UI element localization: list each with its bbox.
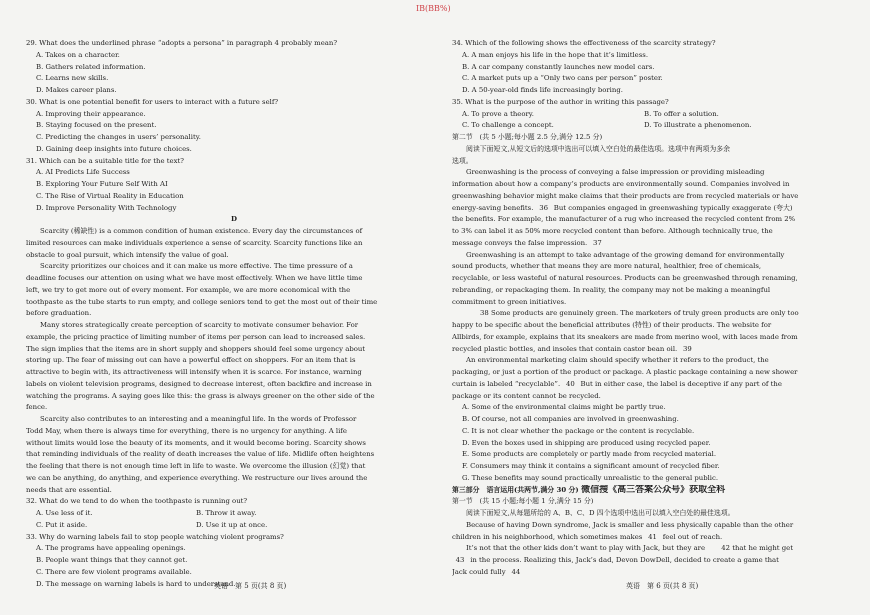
section-subheading: 第一节 (共 15 小题;每小题 1 分,满分 15 分) bbox=[452, 497, 594, 506]
answer-option: C. Learns new skills. bbox=[36, 74, 109, 83]
answer-option: D. To illustrate a phenomenon. bbox=[644, 121, 752, 130]
answer-option: A. A man enjoys his life in the hope that it’s limitless. bbox=[462, 50, 649, 59]
answer-option: A. The programs have appealing openings. bbox=[36, 544, 186, 553]
passage-line: commitment to green initiatives. bbox=[452, 297, 567, 306]
answer-blank: 43 bbox=[452, 555, 468, 567]
choice-option: G. These benefits may sound practically unrealistic to the general public. bbox=[462, 473, 719, 482]
passage-line: An environmental marketing claim should specify whether it refers to the product, the bbox=[466, 356, 769, 365]
passage-line: we can be anything, do anything, and experience everything. We restructure our lives around the bbox=[26, 473, 368, 482]
passage-text: energy-saving benefits. bbox=[452, 203, 536, 212]
section-heading bbox=[452, 485, 862, 497]
passage-line-with-blank bbox=[452, 532, 862, 544]
answer-option: D. A 50-year-old finds life increasingly boring. bbox=[462, 86, 623, 94]
passage-line-with-blank bbox=[452, 308, 862, 320]
passage-text: recycled plastic bottles, and insoles that contain castor bean oil. bbox=[452, 344, 680, 353]
passage-line: limited resources can make individuals experience a sense of scarcity. Scarcity functions like an bbox=[26, 238, 363, 247]
answer-option: A. Takes on a character. bbox=[36, 50, 120, 59]
choice-option: E. Some products are completely or partly made from recycled material. bbox=[462, 450, 717, 459]
answer-blank: 37 bbox=[589, 238, 605, 250]
answer-option: D. The message on warning labels is hard to understand. bbox=[36, 579, 236, 588]
answer-option: B. To offer a solution. bbox=[644, 109, 719, 118]
answer-option: C. A market puts up a “Only two cans per person” poster. bbox=[462, 74, 663, 83]
passage-text: But in either case, the label is deceptive if any part of the bbox=[578, 379, 782, 388]
passage-text: But companies engaged in greenwashing typically exaggerate (夸大) bbox=[551, 203, 793, 212]
answer-option: C. Predicting the changes in users’ personality. bbox=[36, 133, 201, 141]
passage-line: Because of having Down syndrome, Jack is smaller and less physically capable than the other bbox=[466, 520, 794, 529]
passage-line-with-blank bbox=[452, 567, 862, 579]
section-instruction: 选项。 bbox=[452, 156, 473, 165]
passage-text: curtain is labeled “recyclable”. bbox=[452, 379, 563, 388]
answer-option: A. AI Predicts Life Success bbox=[36, 168, 130, 177]
passage-line: storing up. The fear of missing out can have a powerful effect on shoppers. For an item that is bbox=[26, 356, 356, 365]
section-title: 第三部分 语言运用(共两节,满分 30 分) bbox=[452, 485, 579, 494]
answer-option: D. Improve Personality With Technology bbox=[36, 203, 177, 212]
passage-line: before graduation. bbox=[26, 309, 92, 318]
answer-option: D. Use it up at once. bbox=[196, 520, 268, 529]
passage-text: children in his neighborhood, which sometimes makes bbox=[452, 532, 645, 541]
answer-option-row bbox=[26, 520, 442, 532]
passage-line: sound products, whether that means they are more natural, healthier, free of chemicals, bbox=[452, 262, 762, 271]
answer-blank: 40 bbox=[562, 379, 578, 391]
answer-option: C. Put it aside. bbox=[36, 520, 88, 529]
passage-line: Many stores strategically create perception of scarcity to motivate consumer behavior. For bbox=[40, 321, 359, 329]
passage-line: left, we try to get more out of every moment. For example, we are more economical with the bbox=[26, 285, 351, 294]
answer-blank: 36 bbox=[536, 203, 552, 215]
answer-option: C. The Rise of Virtual Reality in Education bbox=[36, 191, 184, 200]
question-stem: 29. What does the underlined phrase “adopts a persona” in paragraph 4 probably mean? bbox=[26, 39, 338, 47]
passage-text: in the process. Realizing this, Jack’s dad, Devon DowDell, decided to create a game that bbox=[468, 556, 779, 564]
passage-line: needs that are essential. bbox=[26, 485, 112, 494]
answer-blank: 38 bbox=[466, 308, 489, 320]
passage-line: toothpaste as the tube starts to run empty, and college seniors tend to get the most out of their time bbox=[26, 297, 378, 306]
answer-blank: 44 bbox=[508, 567, 524, 579]
passage-line: without limits would lose the beauty of its moments, and it would become boring. Scarcity shows bbox=[26, 438, 366, 447]
answer-option: C. There are few violent programs available. bbox=[36, 567, 192, 576]
passage-line: Greenwashing is the process of conveying a false impression or providing misleading bbox=[466, 168, 765, 177]
passage-line: Todd May, when there is always time for everything, there is no urgency for anything. A life bbox=[26, 426, 347, 435]
watermark-text: 微信搜《高三答案公众号》获取全科 bbox=[581, 484, 726, 495]
answer-blank: 42 bbox=[707, 543, 730, 555]
passage-label: D bbox=[231, 215, 237, 224]
passage-line: Allbirds, for example, explains that its sneakers are made from merino wool, with laces made from bbox=[452, 332, 798, 341]
answer-option: A. To prove a theory. bbox=[462, 109, 534, 118]
passage-line: the feeling that there is not enough time left in life to waste. We overcome the illusion (幻觉) that bbox=[26, 462, 366, 470]
passage-line: package or its content cannot be recycled. bbox=[452, 391, 601, 400]
passage-text: feel out of reach. bbox=[660, 532, 723, 541]
passage-line-with-blank bbox=[452, 238, 862, 250]
answer-option: B. Exploring Your Future Self With AI bbox=[36, 180, 168, 188]
passage-line: greenwashing behavior might make claims that their products are from recycled materials or have bbox=[452, 191, 799, 200]
passage-text: Jack could fully bbox=[452, 567, 508, 576]
passage-line-with-blank bbox=[452, 344, 862, 356]
answer-option: D. Makes career plans. bbox=[36, 86, 117, 94]
question-stem: 33. Why do warning labels fail to stop people watching violent programs? bbox=[26, 532, 284, 541]
passage-line: the benefits. For example, the manufacturer of a rug who increased the recycled content from 2% bbox=[452, 215, 796, 224]
choice-option: F. Consumers may think it contains a significant amount of recycled fiber. bbox=[462, 462, 720, 470]
passage-text: It’s not that the other kids don’t want to play with Jack, but they are bbox=[466, 544, 708, 553]
passage-line: recyclable, or less wasteful of natural resources. Products can be greenwashed through renaming, bbox=[452, 274, 798, 282]
answer-option: A. Use less of it. bbox=[36, 509, 93, 517]
answer-option-row bbox=[452, 120, 862, 132]
passage-line: deadline focuses our attention on using what we have most effectively. When we have little time bbox=[26, 274, 363, 282]
passage-line-with-blank bbox=[452, 555, 862, 567]
answer-option-row bbox=[26, 508, 442, 520]
question-stem: 34. Which of the following shows the effectiveness of the scarcity strategy? bbox=[452, 39, 716, 47]
passage-text: Some products are genuinely green. The marketers of truly green products are only too bbox=[488, 309, 799, 318]
answer-option: C. To challenge a concept. bbox=[462, 121, 554, 130]
header-stamp: IB(BB%) bbox=[416, 4, 451, 13]
choice-option: C. It is not clear whether the package or the content is recyclable. bbox=[462, 426, 695, 435]
answer-option: B. A car company constantly launches new model cars. bbox=[462, 62, 655, 71]
passage-line: Scarcity also contributes to an interesting and a meaningful life. In the words of Professor bbox=[40, 415, 357, 423]
choice-option: B. Of course, not all companies are involved in greenwashing. bbox=[462, 415, 679, 423]
passage-line: obstacle to goal pursuit, which intensify the value of goal. bbox=[26, 250, 229, 259]
section-instruction: 阅读下面短文,从每题所给的 A、B、C、D 四个选项中选出可以填入空白处的最佳选项。 bbox=[466, 509, 735, 517]
passage-text: that he might get bbox=[730, 544, 793, 553]
passage-text: message conveys the false impression. bbox=[452, 238, 590, 247]
answer-blank: 39 bbox=[679, 344, 695, 356]
answer-option: B. Staying focused on the present. bbox=[36, 121, 157, 130]
answer-option: A. Improving their appearance. bbox=[36, 109, 146, 118]
passage-line: attractive to begin with, its attractiveness will intensify when it is scarce. For instance, warning bbox=[26, 368, 362, 376]
passage-line-with-blank bbox=[452, 379, 862, 391]
choice-option: A. Some of the environmental claims might be partly true. bbox=[462, 403, 666, 412]
answer-option: B. Gathers related information. bbox=[36, 62, 146, 71]
section-heading: 第二节 (共 5 小题;每小题 2.5 分,满分 12.5 分) bbox=[452, 133, 603, 141]
answer-option: B. People want things that they cannot get. bbox=[36, 556, 188, 564]
passage-line: labels on violent television programs, designed to decrease interest, often backfire and increase in bbox=[26, 379, 372, 388]
passage-line: to 3% can label it as 50% more recycled content than before. Although technically true, the bbox=[452, 227, 773, 235]
page-5-column bbox=[26, 38, 442, 590]
passage-line-with-blank bbox=[452, 543, 862, 555]
passage-line: happy to be specific about the beneficial attributes (特性) of their products. The website for bbox=[452, 321, 772, 329]
passage-line-with-blank bbox=[452, 203, 862, 215]
page-5-footer: 英语 第 5 页(共 8 页) bbox=[214, 582, 287, 590]
passage-line: packaging, or just a portion of the product or package. A plastic package containing a new shower bbox=[452, 368, 798, 376]
passage-line: rebranding, or repackaging them. In reality, the company may not be making a meaningful bbox=[452, 285, 771, 294]
passage-line: Greenwashing is an attempt to take advantage of the growing demand for environmentally bbox=[466, 250, 785, 259]
passage-line: that reminding individuals of the reality of death increases the value of life. Midlife often heightens bbox=[26, 450, 375, 459]
passage-line: Scarcity prioritizes our choices and it can make us more effective. The time pressure of a bbox=[40, 262, 353, 271]
passage-line: The sign implies that the items are in short supply and shoppers should feel some urgency about bbox=[26, 344, 366, 353]
page-6-footer: 英语 第 6 页(共 8 页) bbox=[626, 582, 699, 590]
section-instruction: 阅读下面短文,从短文后的选项中选出可以填入空白处的最佳选项。选项中有两项为多余 bbox=[466, 144, 731, 153]
answer-option: B. Throw it away. bbox=[196, 509, 257, 517]
question-stem: 32. What do we tend to do when the toothpaste is running out? bbox=[26, 497, 248, 506]
passage-line: information about how a company’s products are environmentally sound. Companies involved in bbox=[452, 180, 790, 188]
question-stem: 30. What is one potential benefit for users to interact with a future self? bbox=[26, 97, 279, 106]
passage-line: watching the programs. A saying goes like this: the grass is always greener on the other side of the bbox=[26, 391, 375, 400]
page-6-column bbox=[452, 38, 862, 579]
answer-option: D. Gaining deep insights into future choices. bbox=[36, 144, 192, 153]
answer-option-row bbox=[452, 109, 862, 121]
answer-blank: 41 bbox=[645, 532, 661, 544]
question-stem: 35. What is the purpose of the author in writing this passage? bbox=[452, 97, 669, 106]
question-stem: 31. Which can be a suitable title for the text? bbox=[26, 156, 184, 165]
passage-line: fence. bbox=[26, 403, 48, 412]
passage-line: Scarcity (稀缺性) is a common condition of human existence. Every day the circumstances of bbox=[40, 227, 363, 235]
passage-line: example, the pricing practice of limiting number of items per person can lead to increased sales. bbox=[26, 332, 366, 341]
choice-option: D. Even the boxes used in shipping are produced using recycled paper. bbox=[462, 438, 711, 447]
